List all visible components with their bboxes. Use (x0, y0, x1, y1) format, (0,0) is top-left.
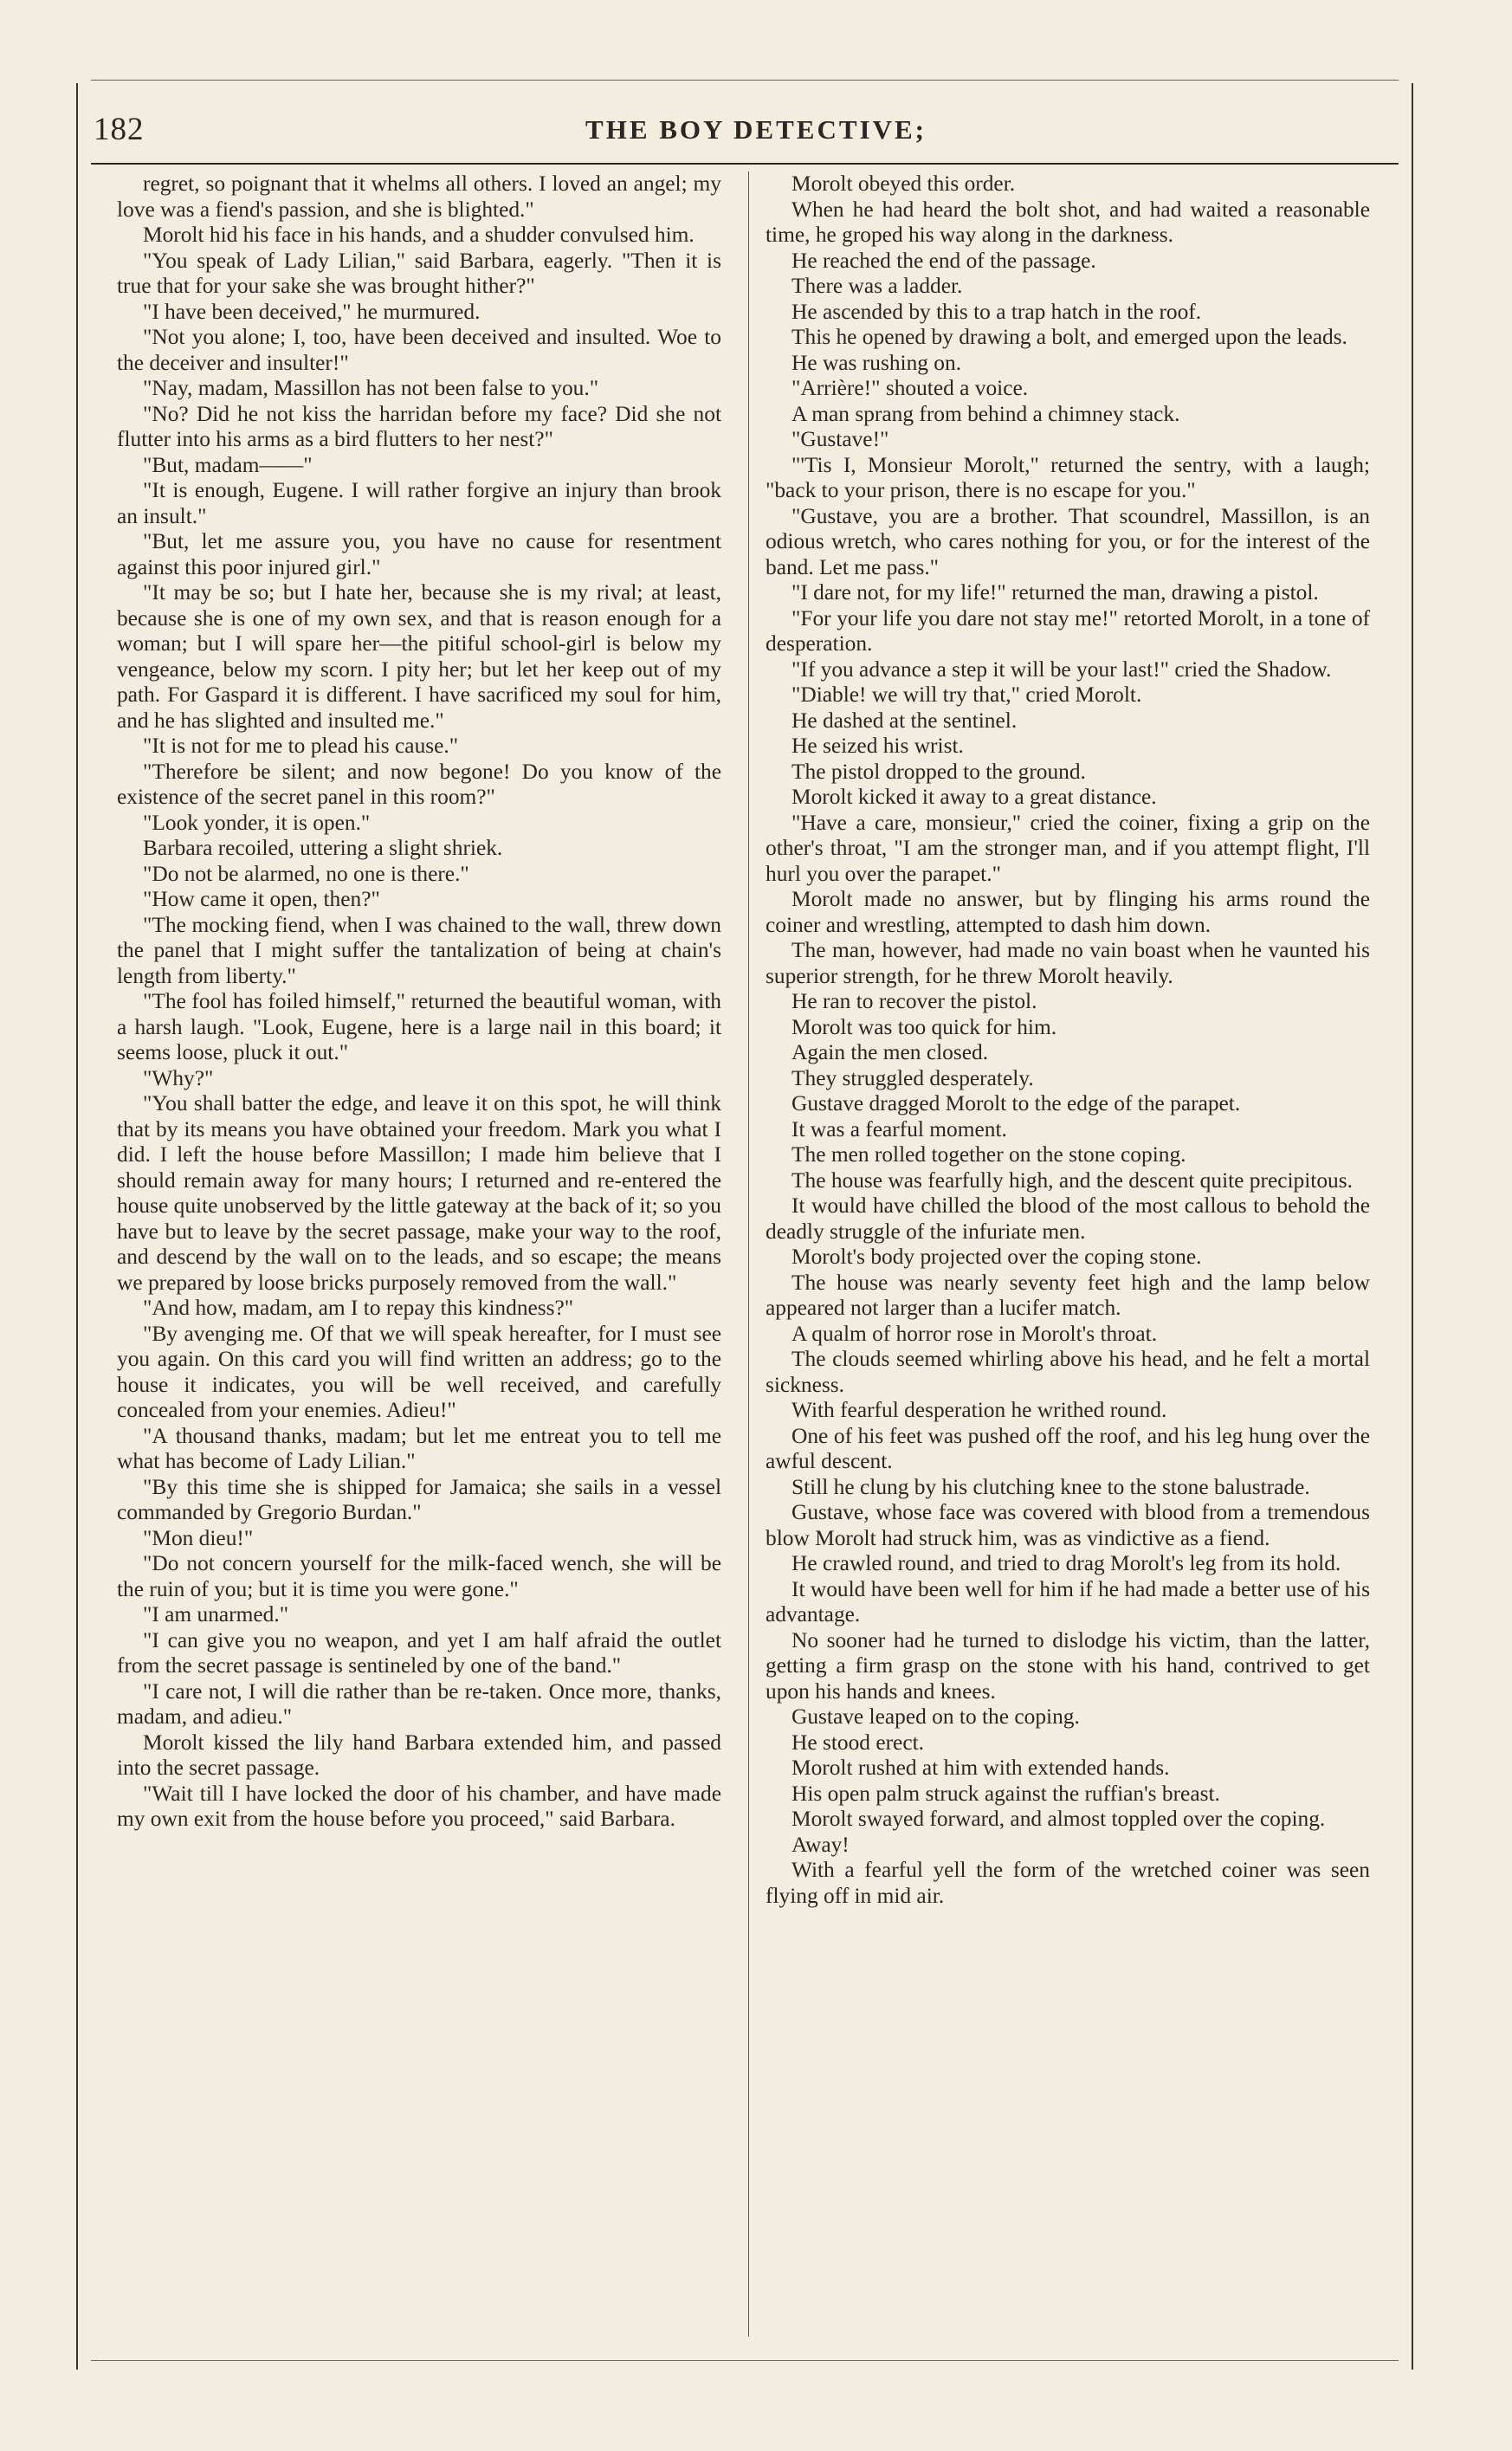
paragraph: Morolt swayed forward, and almost toppled over the coping. (792, 1807, 1326, 1831)
paragraph: Morolt rushed at him with extended hands. (792, 1756, 1170, 1780)
paragraph: It would have been well for him if he had made a better use of his advantage. (766, 1576, 1370, 1626)
paragraph: Away! (792, 1832, 850, 1857)
paragraph: When he had heard the bolt shot, and had waited a reasonable time, he groped his way along in the darkness. (766, 197, 1370, 247)
paragraph: Morolt was too quick for him. (792, 1014, 1057, 1039)
paragraph: "Nay, madam, Massillon has not been false to you." (143, 376, 599, 400)
paragraph: "How came it open, then?" (143, 887, 380, 911)
paragraph: "You speak of Lady Lilian," said Barbara, eagerly. "Then it is true that for your sake she was brought hither?" (117, 248, 721, 298)
paragraph: He ran to recover the pistol. (792, 989, 1037, 1013)
paragraph: "No? Did he not kiss the harridan before my face? Did she not flutter into his arms as a bird flutters to her nest?" (117, 401, 721, 451)
paragraph: Morolt kissed the lily hand Barbara extended him, and passed into the secret passage. (117, 1730, 721, 1780)
paragraph: "I have been deceived," he murmured. (143, 299, 481, 324)
paragraph: "Wait till I have locked the door of his chamber, and have made my own exit from the house before you proceed," said Barbara. (117, 1781, 721, 1831)
paragraph: "For your life you dare not stay me!" retorted Morolt, in a tone of desperation. (766, 605, 1370, 656)
paragraph: The house was nearly seventy feet high and the lamp below appeared not larger than a lucifer match. (766, 1270, 1370, 1320)
paragraph: They struggled desperately. (792, 1065, 1034, 1090)
paragraph: "Look yonder, it is open." (143, 810, 371, 835)
paragraph: "Not you alone; I, too, have been deceived and insulted. Woe to the deceiver and insulter!" (117, 325, 721, 375)
paragraph: A qualm of horror rose in Morolt's throat. (792, 1321, 1158, 1346)
paragraph: He dashed at the sentinel. (792, 708, 1018, 733)
paragraph: "Mon dieu!" (143, 1525, 254, 1550)
paragraph: "The fool has foiled himself," returned the beautiful woman, with a harsh laugh. "Look, Eugene, here is a large nail in this board; it seems loose, pluck it out." (117, 989, 721, 1064)
left-frame-line (76, 83, 78, 2370)
column-divider (748, 171, 749, 2337)
paragraph: "Have a care, monsieur," cried the coiner, fixing a grip on the other's throat, "I am the stronger man, and if you attempt flight, I'll hurl you over the parapet." (766, 810, 1370, 886)
paragraph: "It may be so; but I hate her, because she is my rival; at least, because she is one of my own sex, and that is reason enough for a woman; but I will spare her—the pitiful school-girl is below my vengeance, below my scorn. I pity her; but let her keep out of my path. For Gaspard it is different. I have sacrificed my soul for him, and he has slighted and insulted me." (117, 580, 721, 733)
paragraph: "You shall batter the edge, and leave it on this spot, he will think that by its means you have obtained your freedom. Mark you what I did. I left the house before Massillon; I made him believe that I should remain away for many hours; I returned and re-entered the house quite unobserved by the little gateway at the back of it; so you have but to leave by the secret passage, make your way to the roof, and descend by the wall on to the leads, and so escape; the means we prepared by loose bricks purposely removed from the wall." (117, 1091, 721, 1295)
paragraph: "Diable! we will try that," cried Morolt. (792, 682, 1142, 707)
right-frame-line (1412, 83, 1413, 2370)
paragraph: "I am unarmed." (143, 1602, 289, 1626)
paragraph: The clouds seemed whirling above his head, and he felt a mortal sickness. (766, 1347, 1370, 1397)
paragraph: He reached the end of the passage. (792, 248, 1096, 273)
right-column (766, 171, 1370, 1909)
paragraph: "It is not for me to plead his cause." (143, 734, 459, 758)
paragraph: "But, let me assure you, you have no cause for resentment against this poor injured girl." (117, 529, 721, 579)
paragraph: With a fearful yell the form of the wretched coiner was seen flying off in mid air. (766, 1858, 1370, 1908)
page-number: 182 (94, 112, 145, 147)
paragraph: One of his feet was pushed off the roof, and his leg hung over the awful descent. (766, 1423, 1370, 1473)
paragraph: "Therefore be silent; and now begone! Do you know of the existence of the secret panel in this room?" (117, 759, 721, 809)
paragraph: "'Tis I, Monsieur Morolt," returned the sentry, with a laugh; "back to your prison, there is no escape for you." (766, 452, 1370, 502)
paragraph: "If you advance a step it will be your last!" cried the Shadow. (792, 656, 1332, 682)
paragraph: Morolt's body projected over the coping stone. (792, 1245, 1202, 1269)
paragraph: "I can give you no weapon, and yet I am half afraid the outlet from the secret passage is sentineled by one of the band." (117, 1627, 721, 1678)
paragraph: "Why?" (143, 1065, 214, 1090)
paragraph: The man, however, had made no vain boast when he vaunted his superior strength, for he threw Morolt heavily. (766, 938, 1370, 988)
paragraph: Morolt kicked it away to a great distance. (792, 785, 1157, 809)
paragraph: Again the men closed. (792, 1040, 989, 1064)
left-column (117, 171, 721, 1833)
paragraph: Morolt made no answer, but by flinging his arms round the coiner and wrestling, attempted to dash him down. (766, 887, 1370, 937)
paragraph: He was rushing on. (792, 350, 962, 375)
paragraph: No sooner had he turned to dislodge his victim, than the latter, getting a firm grasp on the stone with his hand, contrived to get upon his hands and knees. (766, 1627, 1370, 1704)
paragraph: He stood erect. (792, 1730, 924, 1755)
paragraph: "Arrière!" shouted a voice. (792, 376, 1029, 400)
paragraph: His open palm struck against the ruffian's breast. (792, 1781, 1220, 1806)
bottom-rule (91, 2360, 1399, 2361)
paragraph: "By avenging me. Of that we will speak hereafter, for I must see you again. On this card you will find written an address; go to the house it indicates, you will be well received, and carefully concealed from your enemies. Adieu!" (117, 1321, 721, 1422)
paragraph: It was a fearful moment. (792, 1116, 1007, 1141)
top-rule (91, 80, 1399, 81)
paragraph: "It is enough, Eugene. I will rather forgive an injury than brook an insult." (117, 478, 721, 528)
paragraph: The pistol dropped to the ground. (792, 759, 1086, 784)
paragraph: Still he clung by his clutching knee to the stone balustrade. (792, 1474, 1310, 1499)
paragraph: "I dare not, for my life!" returned the man, drawing a pistol. (792, 580, 1319, 605)
paragraph: Gustave leaped on to the coping. (792, 1704, 1080, 1729)
paragraph: "And how, madam, am I to repay this kindness?" (143, 1296, 574, 1320)
paragraph: "I care not, I will die rather than be re-taken. Once more, thanks, madam, and adieu." (117, 1678, 721, 1729)
paragraph: Barbara recoiled, uttering a slight shriek. (143, 836, 503, 860)
paragraph: There was a ladder. (792, 274, 963, 298)
paragraph: This he opened by drawing a bolt, and emerged upon the leads. (792, 325, 1347, 349)
header-rule (91, 163, 1399, 165)
paragraph: With fearful desperation he writhed round. (792, 1398, 1167, 1422)
paragraph: He ascended by this to a trap hatch in the roof. (792, 299, 1202, 324)
paragraph: He seized his wrist. (792, 734, 964, 758)
running-title: THE BOY DETECTIVE; (585, 114, 927, 145)
paragraph: "The mocking fiend, when I was chained to the wall, threw down the panel that I might suffer the tantalization of being at chain's length from liberty." (117, 912, 721, 988)
paragraph: The house was fearfully high, and the descent quite precipitous. (792, 1167, 1353, 1193)
paragraph: "A thousand thanks, madam; but let me entreat you to tell me what has become of Lady Lilian." (117, 1423, 721, 1473)
paragraph: "Gustave!" (792, 427, 889, 451)
paragraph: Morolt hid his face in his hands, and a shudder convulsed him. (143, 223, 695, 247)
paragraph: "But, madam——" (143, 452, 313, 477)
paragraph: A man sprang from behind a chimney stack. (792, 401, 1180, 426)
paragraph: Gustave, whose face was covered with blood from a tremendous blow Morolt had struck him, was as vindictive as a fiend. (766, 1500, 1370, 1550)
paragraph: He crawled round, and tried to drag Morolt's leg from its hold. (792, 1551, 1341, 1575)
paragraph: Morolt obeyed this order. (792, 171, 1016, 196)
paragraph: "Gustave, you are a brother. That scoundrel, Massillon, is an odious wretch, who cares nothing for you, or for the interest of the band. Let me pass." (766, 503, 1370, 579)
paragraph: It would have chilled the blood of the most callous to behold the deadly struggle of the infuriate men. (766, 1193, 1370, 1244)
paragraph: regret, so poignant that it whelms all others. I loved an angel; my love was a fiend's passion, and she is blighted." (117, 171, 721, 222)
paragraph: "Do not concern yourself for the milk-faced wench, she will be the ruin of you; but it is time you were gone." (117, 1551, 721, 1601)
paragraph: "Do not be alarmed, no one is there." (143, 861, 469, 886)
paragraph: The men rolled together on the stone coping. (792, 1142, 1186, 1167)
paragraph: "By this time she is shipped for Jamaica; she sails in a vessel commanded by Gregorio Burdan." (117, 1474, 721, 1524)
paragraph: Gustave dragged Morolt to the edge of the parapet. (792, 1091, 1241, 1116)
